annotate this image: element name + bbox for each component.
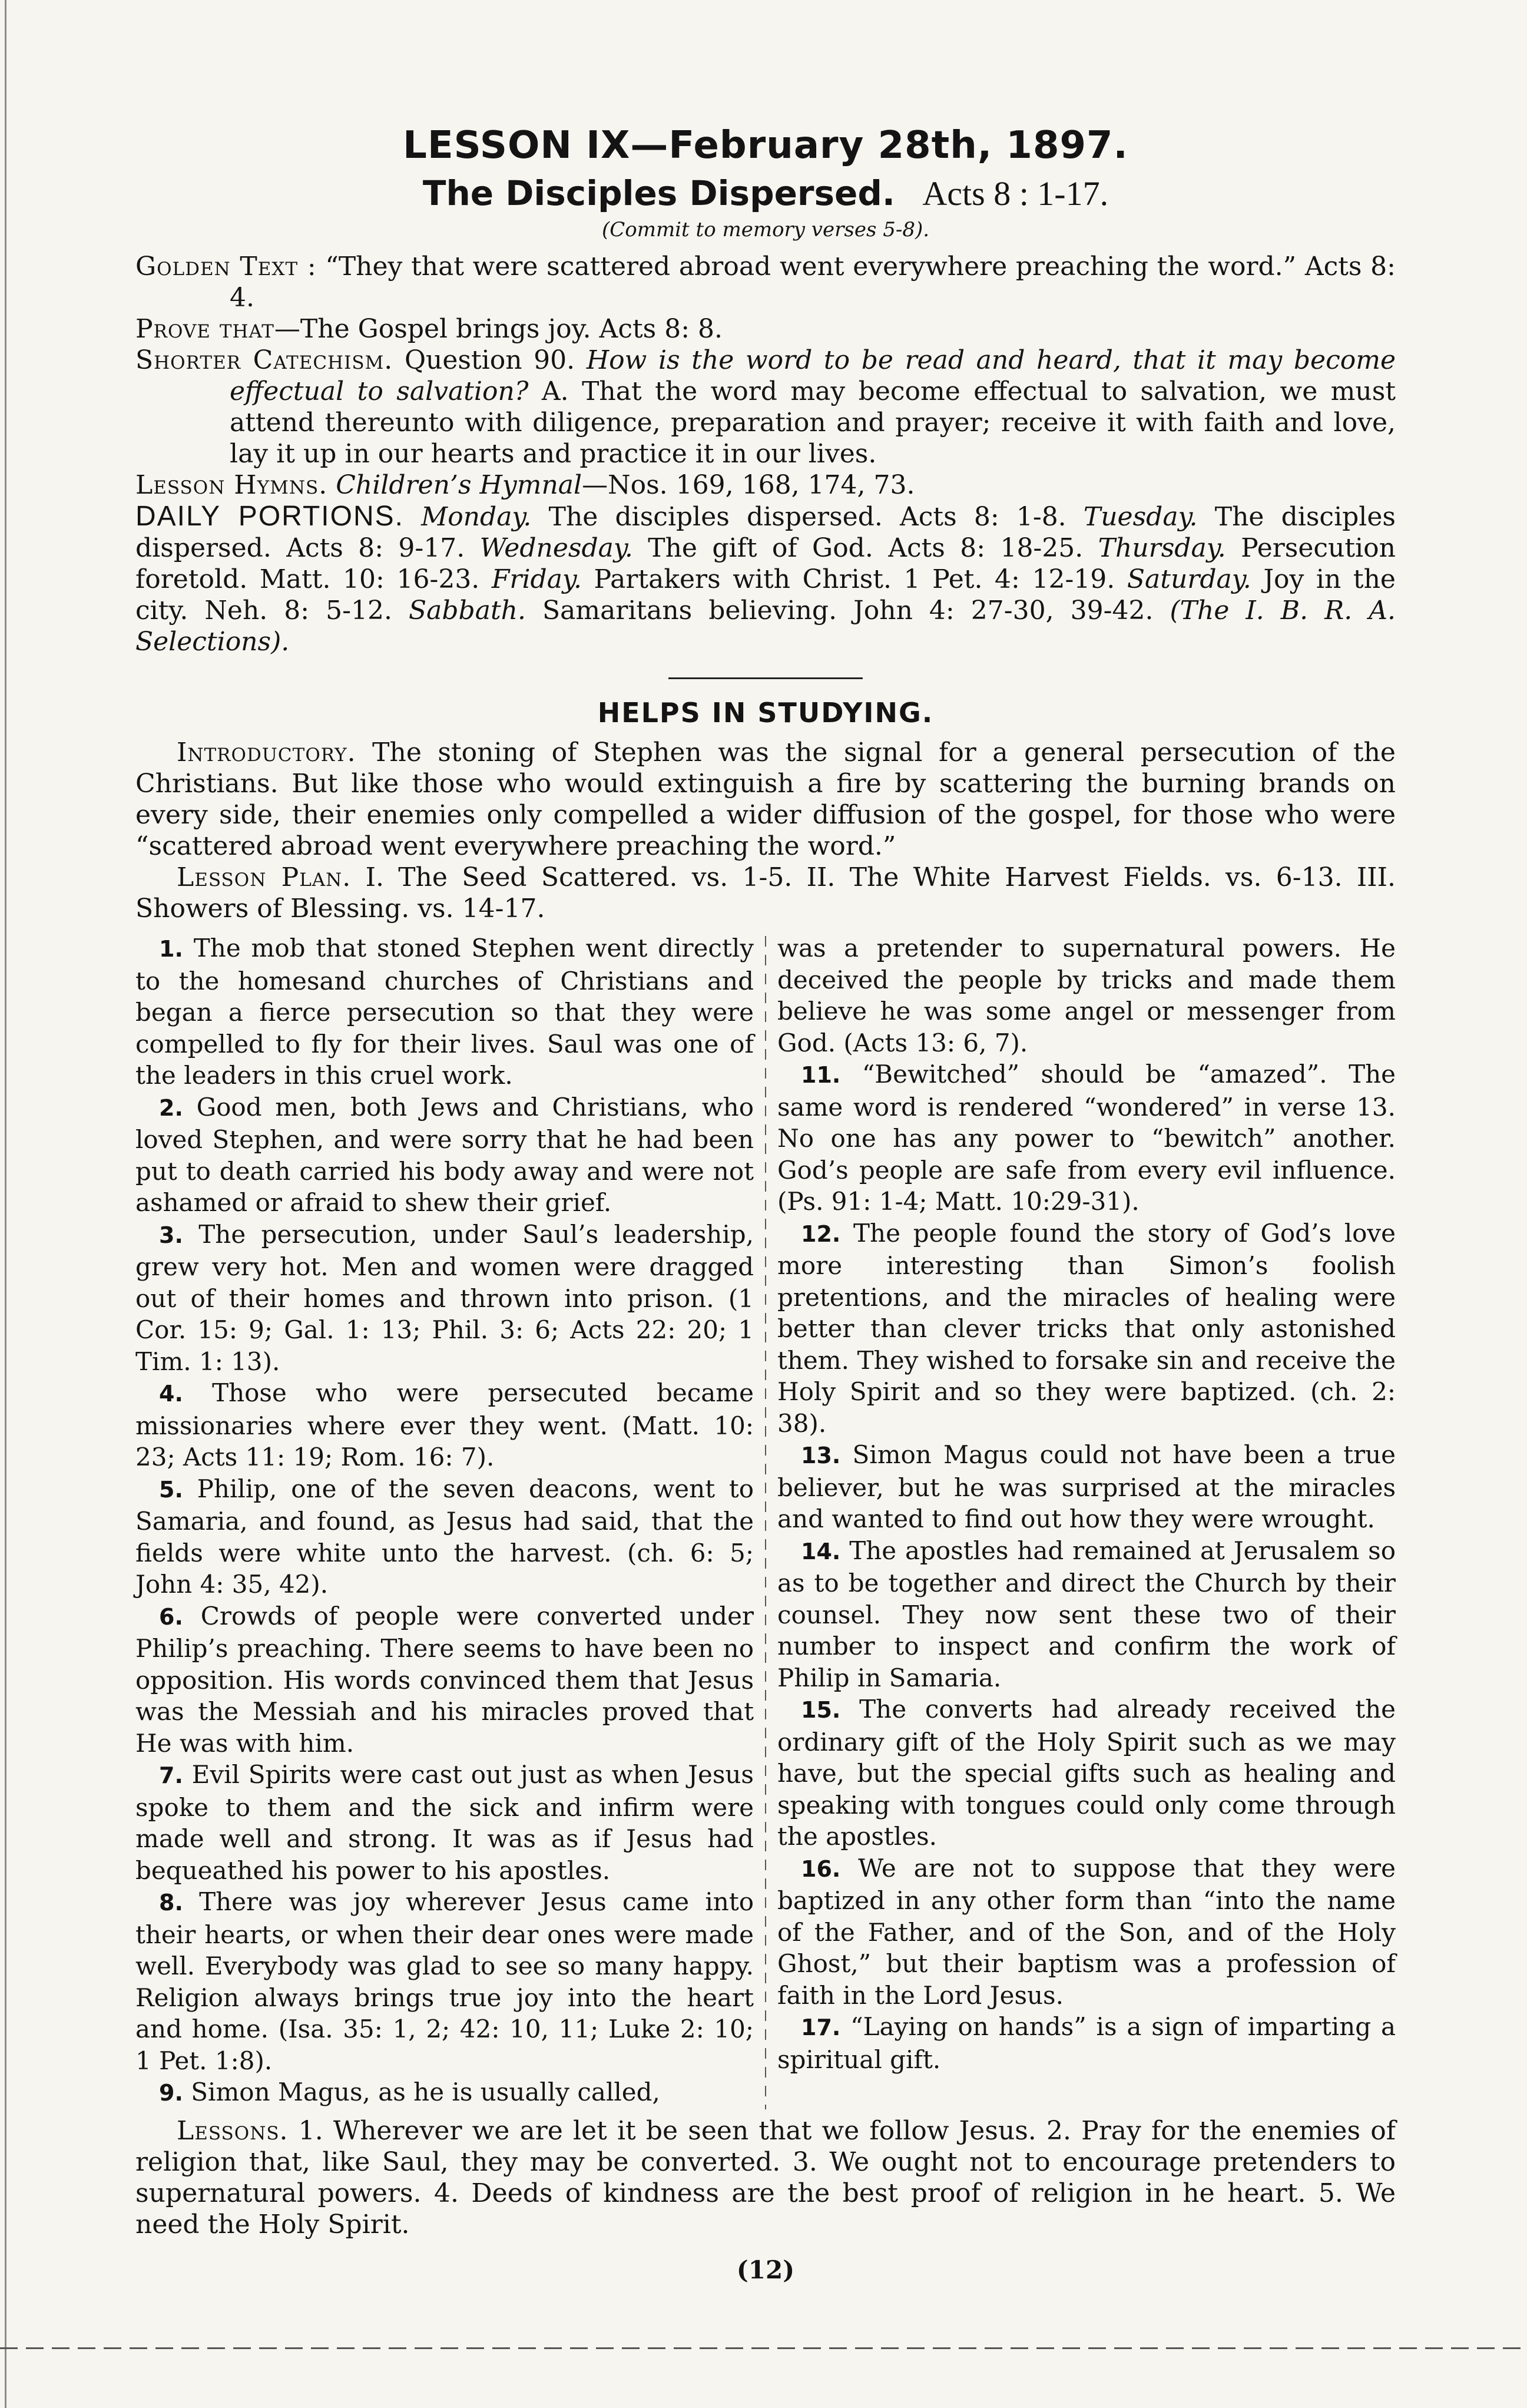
verse-note-text: The mob that stoned Stephen went directly to the homesand churches of Christians and began a fierce persecution so that they were compelled to fly for their lives. Saul was one of the leaders in this cruel work.: [135, 934, 754, 1090]
verse-note: [135, 932, 754, 1091]
selections-source: (The I. B. R. A. Selections).: [135, 596, 1396, 657]
verse-note-number: 5.: [159, 1476, 183, 1503]
verse-note: [135, 1886, 754, 2076]
scripture-reference: Acts 8 : 1-17.: [922, 174, 1109, 213]
verse-note-number: 4.: [159, 1381, 183, 1407]
verse-note: [777, 932, 1396, 1059]
lesson-subtitle: [135, 173, 1396, 213]
verse-note: [135, 1759, 754, 1886]
verse-note-text: Good men, both Jews and Christians, who loved Stephen, and were sorry that he had been put to death carried his body away and were not ashamed or afraid to shew their grief.: [135, 1092, 754, 1217]
hymnal-name: Children’s Hymnal: [336, 470, 582, 500]
helps-heading: HELPS IN STUDYING.: [597, 697, 934, 729]
verse-note-text: Crowds of people were converted under Philip’s preaching. There seems to have been no opposition. His words convinced them that Jesus was the Messiah and his miracles proved that He was with him.: [135, 1601, 754, 1758]
verse-note-text: Simon Magus could not have been a true believer, but he was surprised at the miracles and wanted to find out how they were wrought.: [777, 1440, 1396, 1533]
lesson-plan-body: I. The Seed Scattered. vs. 1-5. II. The White Harvest Fields. vs. 6-13. III. Showers of Blessing. vs. 14-17.: [135, 862, 1396, 924]
reading-wednesday: The gift of God. Acts 8: 18-25.: [648, 533, 1084, 563]
verse-note-text: Evil Spirits were cast out just as when Jesus spoke to them and the sick and infirm were made well and strong. It was as if Jesus had bequeathed his power to his apostles.: [135, 1760, 754, 1885]
lessons-body: 1. Wherever we are let it be seen that we follow Jesus. 2. Pray for the enemies of religion that, like Saul, they may be converted. 3. We ought not to encourage pretenders to supernatural powers. 4. Deeds of kindness are the best proof of religion in he heart. 5. We need the Holy Spirit.: [135, 2115, 1396, 2240]
reading-tuesday: The disciples dispersed. Acts 8: 9-17.: [135, 502, 1396, 563]
verse-note-number: 6.: [159, 1603, 183, 1630]
verse-note-text: was a pretender to supernatural powers. He deceived the people by tricks and made them believe he was some angel or messenger from God. (Acts 13: 6, 7).: [777, 934, 1396, 1057]
day-wednesday: Wednesday.: [479, 533, 633, 563]
introductory-label: Introductory.: [177, 737, 356, 768]
prove-that-body: —The Gospel brings joy. Acts 8: 8.: [274, 314, 723, 344]
catechism-question: How is the word to be read and heard, that it may become effectual to salvation?: [230, 345, 1396, 406]
day-monday: Monday.: [421, 502, 532, 532]
reading-sabbath: Samaritans believing. John 4: 27-30, 39-42.: [542, 596, 1154, 626]
column-divider: [765, 936, 766, 2109]
verse-note-number: 9.: [159, 2080, 183, 2106]
verse-note-number: 17.: [801, 2015, 841, 2040]
prove-that-label: Prove that: [135, 314, 274, 344]
section-divider: [668, 677, 863, 679]
day-friday: Friday.: [491, 564, 582, 594]
verse-note: [777, 2011, 1396, 2075]
verse-note-text: We are not to suppose that they were baptized in any other form than “into the name of the Father, and of the Son, and of the Holy Ghost,” but their baptism was a profession of faith in the Lord Jesus.: [777, 1853, 1396, 2010]
verse-note-text: Those who were persecuted became missionaries where ever they went. (Matt. 10: 23; Acts 11: 19; Rom. 16: 7).: [135, 1378, 754, 1471]
verse-note: [135, 1377, 754, 1473]
shorter-catechism: [135, 345, 1396, 469]
verse-note-text: The converts had already received the ordinary gift of the Holy Spirit such as we may have, but the special gifts such as healing and speaking with tongues could only come through the apostles.: [777, 1695, 1396, 1851]
verse-note: [777, 1853, 1396, 2012]
daily-portions: [135, 501, 1396, 657]
introductory-body: The stoning of Stephen was the signal for a general persecution of the Christians. But like those who would extinguish a fire by scattering the burning brands on every side, their enemies only compelled a wider diffusion of the gospel, for those who were “scattered abroad went everywhere preaching the word.”: [135, 737, 1396, 861]
notes-left-column: [135, 932, 754, 2109]
verse-note-text: There was joy wherever Jesus came into their hearts, or when their dear ones were made well. Everybody was glad to see so many happy. Religion always brings true joy into the heart and home. (Isa. 35: 1, 2; 42: 10, 11; Luke 2: 10; 1 Pet. 1:8).: [135, 1887, 754, 2075]
verse-note: [135, 1473, 754, 1600]
golden-text-label: Golden Text :: [135, 252, 317, 282]
golden-text: [135, 251, 1396, 313]
verse-note-text: “Bewitched” should be “amazed”. The same word is rendered “wondered” in verse 13. No one has any power to “bewitch” another. God’s people are safe from every evil influence. (Ps. 91: 1-4; Matt. 10:29-31).: [777, 1060, 1396, 1216]
verse-note-text: The people found the story of God’s love more interesting than Simon’s foolish pretentions, and the miracles of healing were better than clever tricks that only astonished them. They wished to forsake sin and receive the Holy Spirit and so they were baptized. (ch. 2: 38).: [777, 1218, 1396, 1438]
verse-note-number: 14.: [801, 1538, 841, 1564]
verse-note-number: 16.: [801, 1855, 841, 1882]
verse-note: [135, 1600, 754, 1759]
reading-thursday: Persecution foretold. Matt. 10: 16-23.: [135, 533, 1396, 594]
verse-note-text: The persecution, under Saul’s leadership, grew very hot. Men and women were dragged out of their homes and thrown into prison. (1 Cor. 15: 9; Gal. 1: 13; Phil. 3: 6; Acts 22: 20; 1 Tim. 1: 13).: [135, 1219, 754, 1376]
catechism-answer: A. That the word may become effectual to salvation, we must attend thereunto with diligence, preparation and prayer; receive it with faith and love, lay it up in our hearts and practice it in our lives.: [230, 376, 1396, 469]
lesson-plan-label: Lesson Plan.: [177, 862, 352, 892]
verse-note-text: The apostles had remained at Jerusalem so as to be together and direct the Church by their counsel. They now sent these two of their number to inspect and confirm the work of Philip in Samaria.: [777, 1536, 1396, 1692]
lessons: [135, 2115, 1396, 2240]
left-margin-rule: [5, 0, 6, 2408]
verse-note-number: 8.: [159, 1890, 183, 1916]
day-tuesday: Tuesday.: [1083, 502, 1198, 532]
notes-right-column: [777, 932, 1396, 2109]
lesson-plan: [135, 862, 1396, 924]
reading-friday: Partakers with Christ. 1 Pet. 4: 12-19.: [594, 564, 1115, 594]
verse-note: [777, 1218, 1396, 1440]
verse-note-number: 13.: [801, 1443, 841, 1468]
verse-note-text: “Laying on hands” is a sign of imparting a spiritual gift.: [777, 2012, 1396, 2074]
golden-text-body: “They that were scattered abroad went everywhere preaching the word.” Acts 8: 4.: [230, 252, 1396, 313]
bottom-edge-rule: [0, 2347, 1527, 2349]
catechism-label: Shorter Catechism.: [135, 345, 393, 375]
lesson-title: LESSON IX—February 28th, 1897.: [403, 124, 1128, 167]
verse-note-number: 3.: [159, 1222, 183, 1248]
lesson-topic: The Disciples Dispersed.: [422, 173, 895, 213]
day-thursday: Thursday.: [1098, 533, 1226, 563]
reading-monday: The disciples dispersed. Acts 8: 1-8.: [548, 502, 1066, 532]
verse-note: [777, 1059, 1396, 1218]
verse-note-number: 15.: [801, 1697, 841, 1723]
verse-note-number: 2.: [159, 1094, 183, 1121]
verse-note: [135, 2076, 754, 2109]
verse-note-number: 7.: [159, 1762, 183, 1788]
hymns-label: Lesson Hymns.: [135, 470, 328, 500]
verse-note: [135, 1219, 754, 1378]
verse-note-number: 1.: [159, 936, 183, 962]
verse-note: [777, 1535, 1396, 1694]
lesson-page: [135, 124, 1396, 2284]
hymn-numbers: —Nos. 169, 168, 174, 73.: [582, 470, 915, 500]
verse-note-number: 12.: [801, 1220, 841, 1247]
verse-note: [777, 1693, 1396, 1853]
lessons-label: Lessons.: [177, 2115, 289, 2146]
day-sabbath: Sabbath.: [409, 596, 526, 626]
reading-saturday: Joy in the city. Neh. 8: 5-12.: [135, 564, 1396, 626]
page-number: (12): [736, 2255, 795, 2284]
lesson-hymns: [135, 469, 1396, 501]
day-saturday: Saturday.: [1127, 564, 1251, 594]
verse-note-text: Philip, one of the seven deacons, went to Samaria, and found, as Jesus had said, that the fields were white unto the harvest. (ch. 6: 5; John 4: 35, 42).: [135, 1474, 754, 1599]
verse-note-number: 11.: [801, 1062, 841, 1088]
verse-note-text: Simon Magus, as he is usually called,: [191, 2078, 660, 2106]
prove-that: [135, 313, 1396, 345]
verse-note: [135, 1091, 754, 1219]
daily-portions-label: DAILY PORTIONS.: [135, 501, 404, 532]
memory-verses-note: (Commit to memory verses 5-8).: [601, 218, 930, 242]
catechism-question-number: Question 90.: [404, 345, 575, 375]
verse-note: [777, 1439, 1396, 1535]
verse-notes: [135, 932, 1396, 2109]
introductory: [135, 737, 1396, 862]
